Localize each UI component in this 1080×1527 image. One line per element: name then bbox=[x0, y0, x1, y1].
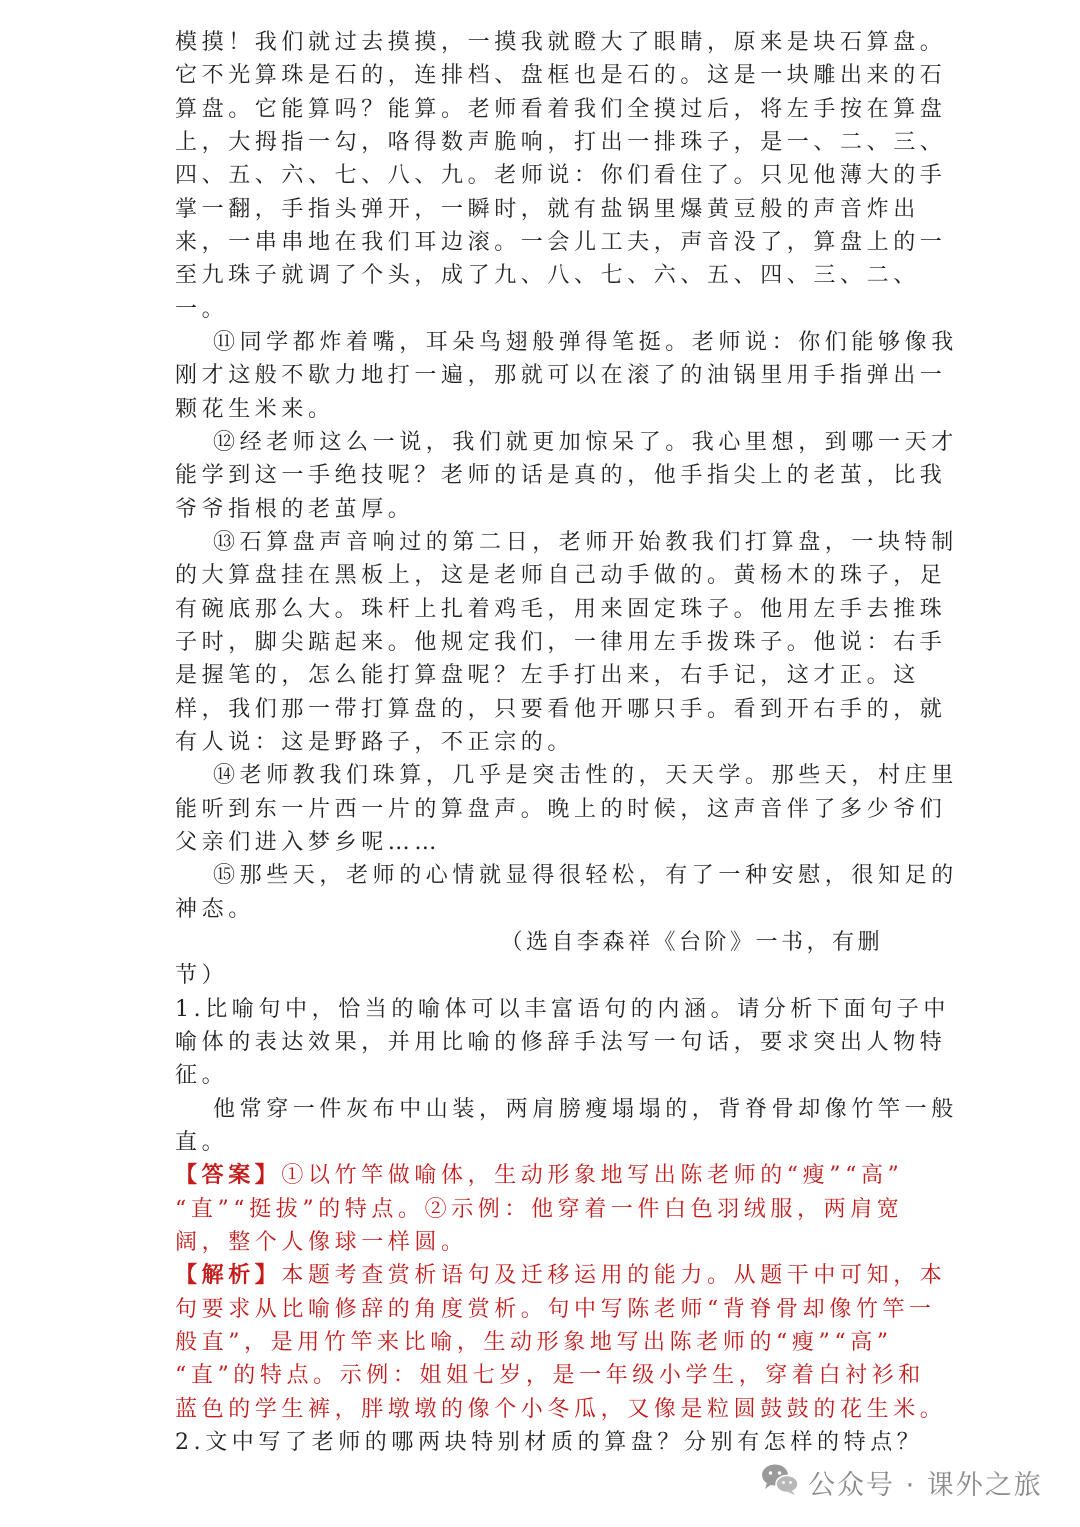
analysis-tag: 【解析】 bbox=[175, 1262, 282, 1288]
text-line: 有碗底那么大。珠杆上扎着鸡毛，用来固定珠子。他用左手去推珠 bbox=[175, 597, 947, 622]
analysis-line: 般直”，是用竹竿来比喻，生动形象地写出陈老师的“瘦”“高” bbox=[175, 1330, 893, 1355]
paragraph-11-start: ⑪同学都炸着嘴，耳朵鸟翅般弹得笔挺。老师说：你们能够像我 bbox=[213, 330, 958, 355]
text-line: 是握笔的，怎么能打算盘呢？左手打出来，右手记，这才正。这 bbox=[175, 663, 920, 688]
paragraph-14-start: ⑭老师教我们珠算，几乎是突击性的，天天学。那些天，村庄里 bbox=[213, 763, 958, 788]
paragraph-12-start: ⑫经老师这么一说，我们就更加惊呆了。我心里想，到哪一天才 bbox=[213, 430, 958, 455]
text-line: 神态。 bbox=[175, 897, 255, 922]
text-line: 来，一串串地在我们耳边滚。一会儿工夫，声音没了，算盘上的一 bbox=[175, 230, 947, 255]
text-line: 算盘。它能算吗？能算。老师看着我们全摸过后，将左手按在算盘 bbox=[175, 97, 947, 122]
watermark bbox=[760, 1462, 1043, 1502]
watermark-text: 公众号 · 课外之旅 bbox=[808, 1469, 1043, 1501]
answer-tag: 【答案】 bbox=[175, 1162, 282, 1188]
text-line: 至九珠子就调了个头，成了九、八、七、六、五、四、三、二、 bbox=[175, 263, 920, 288]
text-line: 有人说：这是野路子，不正宗的。 bbox=[175, 730, 575, 755]
text-line: 子时，脚尖踮起来。他规定我们，一律用左手拨珠子。他说：右手 bbox=[175, 630, 947, 655]
wechat-icon bbox=[760, 1462, 800, 1503]
text-line: 四、五、六、七、八、九。老师说：你们看住了。只见他薄大的手 bbox=[175, 163, 947, 188]
answer-line bbox=[175, 1159, 904, 1192]
analysis-line: 句要求从比喻修辞的角度赏析。句中写陈老师“背脊骨却像竹竿一 bbox=[175, 1297, 936, 1322]
text-line: 能听到东一片西一片的算盘声。晚上的时候，这声音伴了多少爷们 bbox=[175, 797, 947, 822]
text-line: 能学到这一手绝技呢？老师的话是真的，他手指尖上的老茧，比我 bbox=[175, 463, 947, 488]
text-line: 一。 bbox=[175, 297, 229, 322]
text-line: 征。 bbox=[175, 1063, 229, 1088]
text-line: 喻体的表达效果，并用比喻的修辞手法写一句话，要求突出人物特 bbox=[175, 1030, 947, 1055]
paragraph-13-start: ⑬石算盘声音响过的第二日，老师开始教我们打算盘，一块特制 bbox=[213, 530, 958, 555]
quoted-sentence: 他常穿一件灰布中山装，两肩膀瘦塌塌的，背脊骨却像竹竿一般 bbox=[213, 1097, 958, 1122]
answer-line: 阔，整个人像球一样圆。 bbox=[175, 1230, 468, 1255]
answer-line: “直”“挺拔”的特点。②示例：他穿着一件白色羽绒服，两肩宽 bbox=[175, 1197, 904, 1222]
text-line: 直。 bbox=[175, 1130, 229, 1155]
text-line: 它不光算珠是石的，连排档、盘框也是石的。这是一块雕出来的石 bbox=[175, 63, 947, 88]
paragraph-15-start: ⑮那些天，老师的心情就显得很轻松，有了一种安慰，很知足的 bbox=[213, 863, 958, 888]
answer-text: ①以竹竿做喻体，生动形象地写出陈老师的“瘦”“高” bbox=[281, 1163, 904, 1188]
analysis-line: 蓝色的学生裤，胖墩墩的像个小冬瓜，又像是粒圆鼓鼓的花生米。 bbox=[175, 1397, 947, 1422]
analysis-line: “直”的特点。示例：姐姐七岁，是一年级小学生，穿着白衬衫和 bbox=[175, 1363, 925, 1388]
text-line: 爷爷指根的老茧厚。 bbox=[175, 497, 415, 522]
source-citation: （选自李森祥《台阶》一书，有删 bbox=[500, 930, 883, 955]
source-citation-cont: 节） bbox=[175, 963, 229, 988]
text-line: 颗花生米来。 bbox=[175, 397, 335, 422]
text-line: 父亲们进入梦乡呢…… bbox=[175, 830, 442, 855]
analysis-text: 本题考查赏析语句及迁移运用的能力。从题干中可知，本 bbox=[281, 1263, 947, 1288]
question-2: 2.文中写了老师的哪两块特别材质的算盘？分别有怎样的特点？ bbox=[175, 1430, 924, 1455]
text-line: 刚才这般不歇力地打一遍，那就可以在滚了的油锅里用手指弹出一 bbox=[175, 363, 947, 388]
question-1: 1.比喻句中，恰当的喻体可以丰富语句的内涵。请分析下面句子中 bbox=[175, 997, 950, 1022]
text-line: 样，我们那一带打算盘的，只要看他开哪只手。看到开右手的，就 bbox=[175, 697, 947, 722]
text-line: 掌一翻，手指头弹开，一瞬时，就有盐锅里爆黄豆般的声音炸出 bbox=[175, 197, 920, 222]
text-line: 的大算盘挂在黑板上，这是老师自己动手做的。黄杨木的珠子，足 bbox=[175, 563, 947, 588]
text-line: 上，大拇指一勾，咯得数声脆响，打出一排珠子，是一、二、三、 bbox=[175, 130, 947, 155]
analysis-line bbox=[175, 1259, 947, 1292]
text-line: 模摸！我们就过去摸摸，一摸我就瞪大了眼睛，原来是块石算盘。 bbox=[175, 30, 947, 55]
